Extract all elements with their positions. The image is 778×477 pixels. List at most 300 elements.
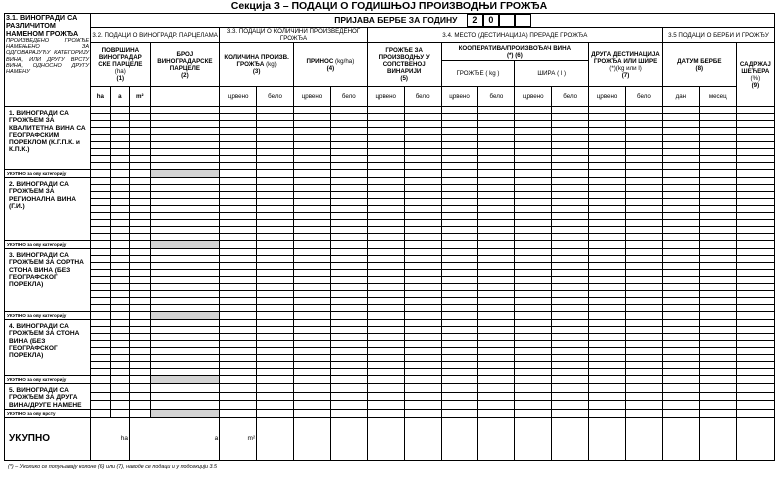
entry-cell[interactable] — [257, 249, 294, 256]
entry-cell[interactable] — [662, 114, 699, 121]
entry-cell[interactable] — [441, 334, 478, 341]
entry-cell[interactable] — [150, 284, 220, 291]
subtotal-cell[interactable] — [441, 312, 478, 320]
entry-cell[interactable] — [441, 384, 478, 393]
entry-cell[interactable] — [515, 298, 552, 305]
entry-cell[interactable] — [220, 142, 257, 149]
subtotal-cell[interactable] — [626, 312, 663, 320]
entry-cell[interactable] — [626, 355, 663, 362]
entry-cell[interactable] — [626, 206, 663, 213]
year-digit-2[interactable]: 0 — [483, 14, 499, 27]
entry-cell[interactable] — [515, 284, 552, 291]
entry-cell[interactable] — [589, 392, 626, 401]
entry-cell[interactable] — [736, 334, 774, 341]
entry-cell[interactable] — [699, 348, 736, 355]
subtotal-cell[interactable] — [404, 170, 441, 178]
entry-cell[interactable] — [294, 128, 331, 135]
entry-cell[interactable] — [294, 320, 331, 327]
entry-cell[interactable] — [589, 213, 626, 220]
entry-cell[interactable] — [150, 149, 220, 156]
entry-cell[interactable] — [589, 270, 626, 277]
entry-cell[interactable] — [404, 199, 441, 206]
entry-cell[interactable] — [257, 305, 294, 312]
subtotal-cell[interactable] — [220, 312, 257, 320]
entry-cell[interactable] — [220, 348, 257, 355]
entry-cell[interactable] — [294, 199, 331, 206]
entry-cell[interactable] — [699, 128, 736, 135]
entry-cell[interactable] — [91, 227, 110, 234]
entry-cell[interactable] — [220, 392, 257, 401]
entry-cell[interactable] — [257, 256, 294, 263]
entry-cell[interactable] — [478, 369, 515, 376]
entry-cell[interactable] — [91, 401, 110, 410]
entry-cell[interactable] — [662, 149, 699, 156]
subtotal-cell[interactable] — [257, 170, 294, 178]
entry-cell[interactable] — [404, 263, 441, 270]
entry-cell[interactable] — [736, 305, 774, 312]
entry-cell[interactable] — [699, 149, 736, 156]
entry-cell[interactable] — [404, 128, 441, 135]
entry-cell[interactable] — [91, 135, 110, 142]
entry-cell[interactable] — [515, 401, 552, 410]
entry-cell[interactable] — [441, 320, 478, 327]
subtotal-cell[interactable] — [91, 241, 110, 249]
entry-cell[interactable] — [330, 163, 367, 170]
entry-cell[interactable] — [552, 178, 589, 185]
subtotal-cell[interactable] — [130, 409, 151, 417]
entry-cell[interactable] — [478, 220, 515, 227]
entry-cell[interactable] — [699, 249, 736, 256]
entry-cell[interactable] — [662, 334, 699, 341]
entry-cell[interactable] — [589, 263, 626, 270]
entry-cell[interactable] — [91, 121, 110, 128]
entry-cell[interactable] — [736, 270, 774, 277]
entry-cell[interactable] — [404, 206, 441, 213]
entry-cell[interactable] — [515, 327, 552, 334]
entry-cell[interactable] — [404, 320, 441, 327]
entry-cell[interactable] — [330, 355, 367, 362]
entry-cell[interactable] — [441, 401, 478, 410]
entry-cell[interactable] — [130, 355, 151, 362]
entry-cell[interactable] — [294, 355, 331, 362]
entry-cell[interactable] — [515, 227, 552, 234]
subtotal-cell[interactable] — [404, 312, 441, 320]
entry-cell[interactable] — [367, 121, 404, 128]
entry-cell[interactable] — [330, 249, 367, 256]
entry-cell[interactable] — [110, 206, 129, 213]
entry-cell[interactable] — [91, 107, 110, 114]
entry-cell[interactable] — [515, 341, 552, 348]
subtotal-cell[interactable] — [589, 312, 626, 320]
entry-cell[interactable] — [257, 369, 294, 376]
entry-cell[interactable] — [110, 270, 129, 277]
entry-cell[interactable] — [478, 305, 515, 312]
entry-cell[interactable] — [736, 256, 774, 263]
entry-cell[interactable] — [110, 213, 129, 220]
entry-cell[interactable] — [662, 401, 699, 410]
entry-cell[interactable] — [257, 135, 294, 142]
year-digit-4[interactable] — [515, 14, 531, 27]
entry-cell[interactable] — [150, 362, 220, 369]
total-a[interactable]: a — [130, 417, 220, 460]
entry-cell[interactable] — [130, 121, 151, 128]
entry-cell[interactable] — [626, 384, 663, 393]
entry-cell[interactable] — [478, 256, 515, 263]
entry-cell[interactable] — [736, 199, 774, 206]
entry-cell[interactable] — [441, 192, 478, 199]
subtotal-cell[interactable] — [699, 170, 736, 178]
entry-cell[interactable] — [552, 163, 589, 170]
subtotal-cell[interactable] — [367, 409, 404, 417]
entry-cell[interactable] — [478, 234, 515, 241]
entry-cell[interactable] — [404, 192, 441, 199]
entry-cell[interactable] — [220, 291, 257, 298]
entry-cell[interactable] — [257, 270, 294, 277]
entry-cell[interactable] — [736, 128, 774, 135]
entry-cell[interactable] — [150, 185, 220, 192]
entry-cell[interactable] — [552, 348, 589, 355]
entry-cell[interactable] — [110, 192, 129, 199]
entry-cell[interactable] — [626, 392, 663, 401]
subtotal-cell[interactable] — [626, 376, 663, 384]
entry-cell[interactable] — [404, 178, 441, 185]
entry-cell[interactable] — [91, 142, 110, 149]
entry-cell[interactable] — [515, 213, 552, 220]
entry-cell[interactable] — [662, 220, 699, 227]
entry-cell[interactable] — [91, 341, 110, 348]
entry-cell[interactable] — [478, 249, 515, 256]
entry-cell[interactable] — [515, 163, 552, 170]
entry-cell[interactable] — [478, 199, 515, 206]
total-cell[interactable] — [404, 417, 441, 460]
entry-cell[interactable] — [662, 291, 699, 298]
entry-cell[interactable] — [626, 369, 663, 376]
subtotal-cell[interactable] — [130, 241, 151, 249]
entry-cell[interactable] — [478, 341, 515, 348]
entry-cell[interactable] — [130, 192, 151, 199]
entry-cell[interactable] — [330, 291, 367, 298]
entry-cell[interactable] — [478, 163, 515, 170]
entry-cell[interactable] — [367, 369, 404, 376]
entry-cell[interactable] — [91, 291, 110, 298]
total-cell[interactable] — [699, 417, 736, 460]
entry-cell[interactable] — [150, 320, 220, 327]
entry-cell[interactable] — [257, 213, 294, 220]
entry-cell[interactable] — [367, 362, 404, 369]
entry-cell[interactable] — [478, 392, 515, 401]
entry-cell[interactable] — [257, 320, 294, 327]
entry-cell[interactable] — [515, 121, 552, 128]
entry-cell[interactable] — [589, 128, 626, 135]
entry-cell[interactable] — [626, 291, 663, 298]
entry-cell[interactable] — [404, 256, 441, 263]
entry-cell[interactable] — [441, 156, 478, 163]
entry-cell[interactable] — [662, 249, 699, 256]
entry-cell[interactable] — [736, 384, 774, 393]
total-ha[interactable]: ha — [91, 417, 130, 460]
entry-cell[interactable] — [662, 227, 699, 234]
entry-cell[interactable] — [736, 263, 774, 270]
entry-cell[interactable] — [367, 128, 404, 135]
entry-cell[interactable] — [515, 369, 552, 376]
subtotal-cell[interactable] — [699, 376, 736, 384]
entry-cell[interactable] — [515, 384, 552, 393]
entry-cell[interactable] — [626, 114, 663, 121]
entry-cell[interactable] — [110, 284, 129, 291]
total-cell[interactable] — [662, 417, 699, 460]
entry-cell[interactable] — [515, 263, 552, 270]
entry-cell[interactable] — [110, 362, 129, 369]
entry-cell[interactable] — [294, 121, 331, 128]
entry-cell[interactable] — [110, 392, 129, 401]
entry-cell[interactable] — [736, 320, 774, 327]
entry-cell[interactable] — [150, 114, 220, 121]
entry-cell[interactable] — [662, 369, 699, 376]
entry-cell[interactable] — [110, 142, 129, 149]
entry-cell[interactable] — [330, 178, 367, 185]
entry-cell[interactable] — [150, 256, 220, 263]
entry-cell[interactable] — [441, 149, 478, 156]
entry-cell[interactable] — [441, 128, 478, 135]
entry-cell[interactable] — [91, 249, 110, 256]
entry-cell[interactable] — [294, 277, 331, 284]
total-cell[interactable] — [736, 417, 774, 460]
entry-cell[interactable] — [257, 192, 294, 199]
total-cell[interactable] — [515, 417, 552, 460]
entry-cell[interactable] — [662, 192, 699, 199]
entry-cell[interactable] — [662, 362, 699, 369]
entry-cell[interactable] — [404, 362, 441, 369]
entry-cell[interactable] — [736, 135, 774, 142]
entry-cell[interactable] — [150, 291, 220, 298]
entry-cell[interactable] — [330, 327, 367, 334]
entry-cell[interactable] — [626, 128, 663, 135]
entry-cell[interactable] — [110, 234, 129, 241]
entry-cell[interactable] — [150, 263, 220, 270]
entry-cell[interactable] — [736, 277, 774, 284]
entry-cell[interactable] — [589, 185, 626, 192]
total-m2[interactable]: m² — [220, 417, 257, 460]
entry-cell[interactable] — [626, 341, 663, 348]
entry-cell[interactable] — [699, 199, 736, 206]
entry-cell[interactable] — [441, 135, 478, 142]
entry-cell[interactable] — [699, 256, 736, 263]
entry-cell[interactable] — [150, 270, 220, 277]
entry-cell[interactable] — [367, 327, 404, 334]
entry-cell[interactable] — [441, 121, 478, 128]
entry-cell[interactable] — [220, 362, 257, 369]
entry-cell[interactable] — [330, 185, 367, 192]
entry-cell[interactable] — [662, 234, 699, 241]
entry-cell[interactable] — [367, 341, 404, 348]
entry-cell[interactable] — [515, 249, 552, 256]
entry-cell[interactable] — [130, 327, 151, 334]
subtotal-cell[interactable] — [367, 312, 404, 320]
entry-cell[interactable] — [699, 327, 736, 334]
entry-cell[interactable] — [404, 298, 441, 305]
entry-cell[interactable] — [150, 305, 220, 312]
entry-cell[interactable] — [441, 362, 478, 369]
subtotal-cell[interactable] — [699, 312, 736, 320]
entry-cell[interactable] — [626, 121, 663, 128]
entry-cell[interactable] — [130, 284, 151, 291]
entry-cell[interactable] — [515, 362, 552, 369]
entry-cell[interactable] — [220, 270, 257, 277]
entry-cell[interactable] — [736, 114, 774, 121]
entry-cell[interactable] — [515, 334, 552, 341]
entry-cell[interactable] — [478, 270, 515, 277]
entry-cell[interactable] — [699, 114, 736, 121]
entry-cell[interactable] — [478, 401, 515, 410]
entry-cell[interactable] — [367, 163, 404, 170]
entry-cell[interactable] — [626, 334, 663, 341]
entry-cell[interactable] — [478, 348, 515, 355]
subtotal-cell[interactable] — [404, 241, 441, 249]
entry-cell[interactable] — [91, 156, 110, 163]
entry-cell[interactable] — [367, 178, 404, 185]
entry-cell[interactable] — [552, 220, 589, 227]
entry-cell[interactable] — [662, 284, 699, 291]
entry-cell[interactable] — [699, 355, 736, 362]
subtotal-cell[interactable] — [699, 409, 736, 417]
entry-cell[interactable] — [441, 369, 478, 376]
entry-cell[interactable] — [699, 234, 736, 241]
entry-cell[interactable] — [257, 163, 294, 170]
entry-cell[interactable] — [589, 256, 626, 263]
entry-cell[interactable] — [478, 135, 515, 142]
entry-cell[interactable] — [626, 192, 663, 199]
entry-cell[interactable] — [404, 121, 441, 128]
entry-cell[interactable] — [699, 369, 736, 376]
entry-cell[interactable] — [736, 348, 774, 355]
entry-cell[interactable] — [110, 305, 129, 312]
entry-cell[interactable] — [294, 305, 331, 312]
entry-cell[interactable] — [367, 334, 404, 341]
subtotal-cell[interactable] — [589, 376, 626, 384]
entry-cell[interactable] — [130, 305, 151, 312]
entry-cell[interactable] — [257, 206, 294, 213]
entry-cell[interactable] — [626, 135, 663, 142]
entry-cell[interactable] — [330, 284, 367, 291]
entry-cell[interactable] — [130, 199, 151, 206]
entry-cell[interactable] — [478, 362, 515, 369]
entry-cell[interactable] — [404, 220, 441, 227]
entry-cell[interactable] — [257, 355, 294, 362]
entry-cell[interactable] — [736, 362, 774, 369]
entry-cell[interactable] — [330, 362, 367, 369]
entry-cell[interactable] — [699, 291, 736, 298]
subtotal-cell[interactable] — [220, 409, 257, 417]
entry-cell[interactable] — [220, 284, 257, 291]
entry-cell[interactable] — [441, 305, 478, 312]
entry-cell[interactable] — [220, 114, 257, 121]
entry-cell[interactable] — [257, 142, 294, 149]
entry-cell[interactable] — [552, 199, 589, 206]
entry-cell[interactable] — [662, 263, 699, 270]
entry-cell[interactable] — [367, 213, 404, 220]
entry-cell[interactable] — [91, 270, 110, 277]
entry-cell[interactable] — [257, 277, 294, 284]
entry-cell[interactable] — [552, 149, 589, 156]
entry-cell[interactable] — [404, 355, 441, 362]
entry-cell[interactable] — [552, 298, 589, 305]
entry-cell[interactable] — [367, 392, 404, 401]
entry-cell[interactable] — [699, 401, 736, 410]
entry-cell[interactable] — [552, 384, 589, 393]
entry-cell[interactable] — [589, 341, 626, 348]
subtotal-cell[interactable] — [662, 170, 699, 178]
entry-cell[interactable] — [736, 163, 774, 170]
entry-cell[interactable] — [404, 156, 441, 163]
subtotal-cell[interactable] — [441, 241, 478, 249]
entry-cell[interactable] — [220, 256, 257, 263]
entry-cell[interactable] — [478, 121, 515, 128]
entry-cell[interactable] — [478, 107, 515, 114]
entry-cell[interactable] — [662, 213, 699, 220]
entry-cell[interactable] — [91, 355, 110, 362]
entry-cell[interactable] — [110, 369, 129, 376]
entry-cell[interactable] — [478, 128, 515, 135]
entry-cell[interactable] — [589, 298, 626, 305]
entry-cell[interactable] — [736, 121, 774, 128]
subtotal-cell[interactable] — [330, 409, 367, 417]
entry-cell[interactable] — [130, 291, 151, 298]
entry-cell[interactable] — [130, 114, 151, 121]
subtotal-cell[interactable] — [699, 241, 736, 249]
entry-cell[interactable] — [589, 114, 626, 121]
entry-cell[interactable] — [441, 270, 478, 277]
entry-cell[interactable] — [736, 392, 774, 401]
entry-cell[interactable] — [150, 220, 220, 227]
subtotal-cell[interactable] — [257, 409, 294, 417]
entry-cell[interactable] — [589, 192, 626, 199]
entry-cell[interactable] — [441, 256, 478, 263]
entry-cell[interactable] — [626, 277, 663, 284]
entry-cell[interactable] — [150, 142, 220, 149]
entry-cell[interactable] — [220, 220, 257, 227]
entry-cell[interactable] — [441, 234, 478, 241]
entry-cell[interactable] — [257, 234, 294, 241]
subtotal-cell[interactable] — [515, 376, 552, 384]
subtotal-cell[interactable] — [515, 409, 552, 417]
entry-cell[interactable] — [589, 178, 626, 185]
entry-cell[interactable] — [626, 298, 663, 305]
entry-cell[interactable] — [589, 327, 626, 334]
entry-cell[interactable] — [367, 284, 404, 291]
entry-cell[interactable] — [552, 305, 589, 312]
subtotal-cell[interactable] — [736, 241, 774, 249]
entry-cell[interactable] — [662, 320, 699, 327]
entry-cell[interactable] — [699, 178, 736, 185]
entry-cell[interactable] — [330, 135, 367, 142]
subtotal-cell[interactable] — [552, 170, 589, 178]
entry-cell[interactable] — [367, 206, 404, 213]
entry-cell[interactable] — [91, 277, 110, 284]
entry-cell[interactable] — [552, 107, 589, 114]
entry-cell[interactable] — [626, 142, 663, 149]
entry-cell[interactable] — [150, 107, 220, 114]
entry-cell[interactable] — [220, 185, 257, 192]
entry-cell[interactable] — [478, 298, 515, 305]
entry-cell[interactable] — [662, 348, 699, 355]
entry-cell[interactable] — [110, 220, 129, 227]
total-cell[interactable] — [367, 417, 404, 460]
entry-cell[interactable] — [478, 320, 515, 327]
entry-cell[interactable] — [515, 185, 552, 192]
entry-cell[interactable] — [130, 369, 151, 376]
entry-cell[interactable] — [150, 369, 220, 376]
entry-cell[interactable] — [91, 114, 110, 121]
